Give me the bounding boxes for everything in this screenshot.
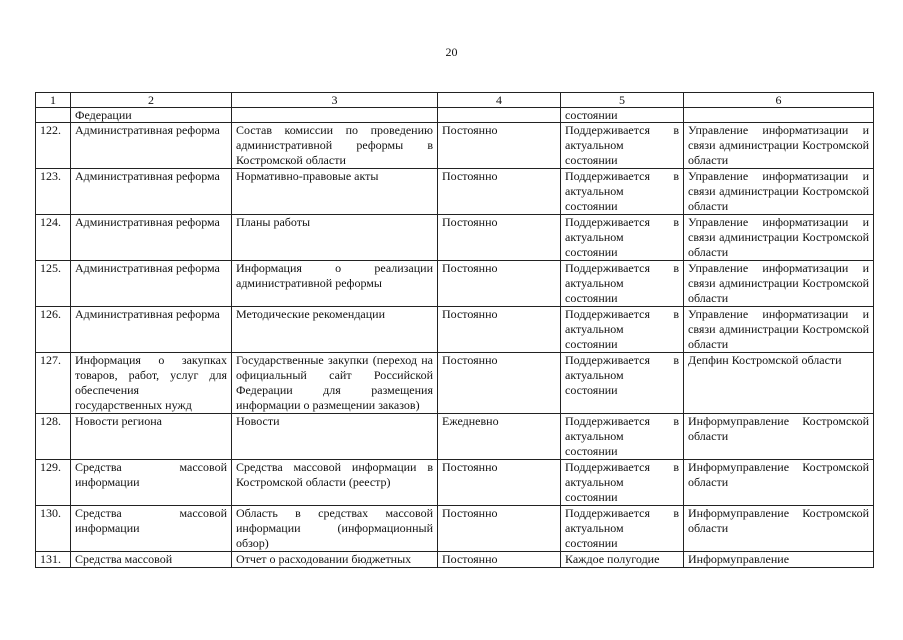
cell-number: 123. <box>36 169 71 215</box>
cell-frequency: Постоянно <box>438 552 561 568</box>
cell-frequency: Постоянно <box>438 506 561 552</box>
table-row <box>36 353 874 414</box>
cell-update: Поддерживается в актуальном состоянии <box>561 506 684 552</box>
table-row <box>36 460 874 506</box>
cell-number: 131. <box>36 552 71 568</box>
registry-table <box>35 92 874 568</box>
cell-number <box>36 108 71 123</box>
table-row <box>36 261 874 307</box>
cell-responsible: Информуправление Костромской области <box>684 414 874 460</box>
cell-update: Поддерживается в актуальном состоянии <box>561 123 684 169</box>
cell-responsible: Информуправление <box>684 552 874 568</box>
cell-name: Методические рекомендации <box>232 307 438 353</box>
table-row <box>36 552 874 568</box>
cell-update: Поддерживается в актуальном состоянии <box>561 261 684 307</box>
cell-update: Поддерживается в актуальном состоянии <box>561 460 684 506</box>
column-header: 2 <box>71 93 232 108</box>
cell-section: Средства массовой информации <box>71 506 232 552</box>
table-row <box>36 123 874 169</box>
cell-name: Новости <box>232 414 438 460</box>
cell-number: 124. <box>36 215 71 261</box>
table-row <box>36 307 874 353</box>
cell-update: состоянии <box>561 108 684 123</box>
cell-frequency: Постоянно <box>438 215 561 261</box>
cell-name: Отчет о расходовании бюджетных <box>232 552 438 568</box>
cell-frequency: Постоянно <box>438 123 561 169</box>
column-header: 5 <box>561 93 684 108</box>
cell-name: Государственные закупки (переход на официальный сайт Российской Федерации для размещения информации о размещении заказов) <box>232 353 438 414</box>
cell-number: 127. <box>36 353 71 414</box>
cell-name: Область в средствах массовой информации (информационный обзор) <box>232 506 438 552</box>
header-row <box>36 93 874 108</box>
page-number: 20 <box>445 45 458 59</box>
cell-section: Средства массовой информации <box>71 460 232 506</box>
cell-section: Административная реформа <box>71 123 232 169</box>
cell-number: 126. <box>36 307 71 353</box>
cell-responsible: Управление информатизации и связи администрации Костромской области <box>684 169 874 215</box>
cell-section: Федерации <box>71 108 232 123</box>
cell-name: Информация о реализации административной реформы <box>232 261 438 307</box>
cell-frequency <box>438 108 561 123</box>
cell-responsible: Управление информатизации и связи администрации Костромской области <box>684 123 874 169</box>
table-row <box>36 215 874 261</box>
table-row <box>36 414 874 460</box>
cell-frequency: Постоянно <box>438 460 561 506</box>
cell-frequency: Постоянно <box>438 169 561 215</box>
cell-section: Информация о закупках товаров, работ, услуг для обеспечения государственных нужд <box>71 353 232 414</box>
cell-frequency: Постоянно <box>438 307 561 353</box>
cell-number: 122. <box>36 123 71 169</box>
cell-update: Поддерживается в актуальном состоянии <box>561 353 684 414</box>
cell-update: Поддерживается в актуальном состоянии <box>561 215 684 261</box>
cell-name <box>232 108 438 123</box>
cell-section: Административная реформа <box>71 215 232 261</box>
column-header: 4 <box>438 93 561 108</box>
cell-name: Нормативно-правовые акты <box>232 169 438 215</box>
cell-responsible: Информуправление Костромской области <box>684 460 874 506</box>
cell-name: Состав комиссии по проведению административной реформы в Костромской области <box>232 123 438 169</box>
cell-update: Поддерживается в актуальном состоянии <box>561 169 684 215</box>
cell-responsible: Депфин Костромской области <box>684 353 874 414</box>
cell-name: Планы работы <box>232 215 438 261</box>
cell-responsible: Информуправление Костромской области <box>684 506 874 552</box>
cell-section: Средства массовой <box>71 552 232 568</box>
cell-name: Средства массовой информации в Костромской области (реестр) <box>232 460 438 506</box>
cell-frequency: Постоянно <box>438 353 561 414</box>
cell-update: Поддерживается в актуальном состоянии <box>561 414 684 460</box>
cell-number: 128. <box>36 414 71 460</box>
cell-responsible: Управление информатизации и связи администрации Костромской области <box>684 307 874 353</box>
cell-responsible: Управление информатизации и связи администрации Костромской области <box>684 215 874 261</box>
column-header: 3 <box>232 93 438 108</box>
cell-number: 130. <box>36 506 71 552</box>
cell-update: Поддерживается в актуальном состоянии <box>561 307 684 353</box>
table-row <box>36 506 874 552</box>
cell-update: Каждое полугодие <box>561 552 684 568</box>
cell-frequency: Постоянно <box>438 261 561 307</box>
column-header: 6 <box>684 93 874 108</box>
cell-section: Административная реформа <box>71 261 232 307</box>
cell-number: 125. <box>36 261 71 307</box>
table-row <box>36 169 874 215</box>
cell-responsible: Управление информатизации и связи администрации Костромской области <box>684 261 874 307</box>
cell-section: Административная реформа <box>71 169 232 215</box>
cell-section: Новости региона <box>71 414 232 460</box>
cell-section: Административная реформа <box>71 307 232 353</box>
continuation-row <box>36 108 874 123</box>
cell-frequency: Ежедневно <box>438 414 561 460</box>
cell-number: 129. <box>36 460 71 506</box>
column-header: 1 <box>36 93 71 108</box>
cell-responsible <box>684 108 874 123</box>
